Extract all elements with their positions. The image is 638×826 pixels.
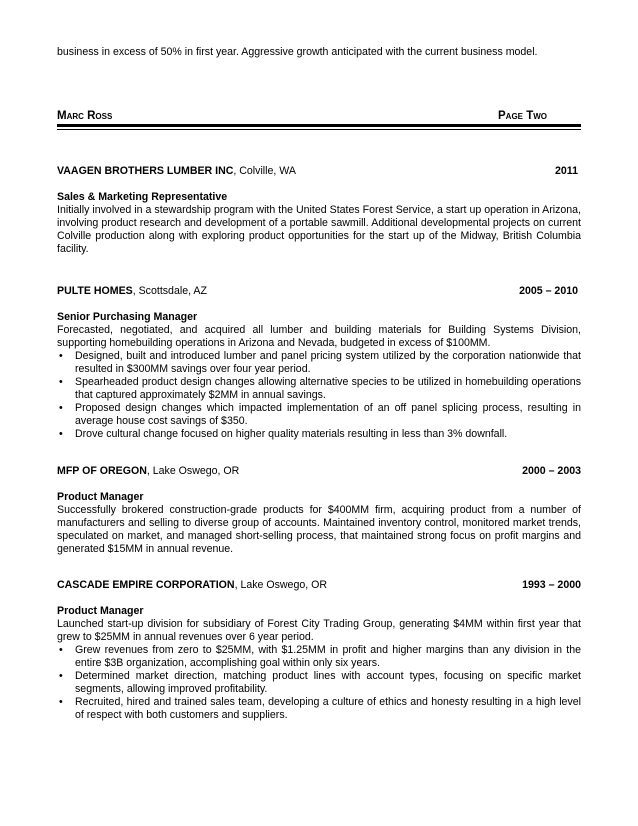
bullet-icon: •: [59, 696, 63, 708]
carryover-text: business in excess of 50% in first year. Aggressive growth anticipated with the current business model.: [57, 46, 538, 58]
list-item: • Spearheaded product design changes allowing alternative species to be utilized in homebuilding operations that captured approximately $2MM in annual savings.: [59, 376, 581, 401]
job-heading: [57, 165, 581, 178]
job-years: 1993 – 2000: [522, 579, 581, 591]
job-heading: [57, 285, 581, 298]
page-header: [57, 110, 581, 123]
bullet-icon: •: [59, 644, 63, 656]
header-name: Marc Ross: [57, 110, 113, 122]
job-company: VAAGEN BROTHERS LUMBER INC: [57, 165, 234, 177]
job-description: Launched start-up division for subsidiary of Forest City Trading Group, generating $4MM within first year that grew to $25MM in annual revenues over 6 year period.: [57, 618, 581, 643]
job-title: Sales & Marketing Representative: [57, 191, 228, 203]
job-company: PULTE HOMES: [57, 285, 133, 297]
list-item: • Determined market direction, matching product lines with account types, focusing on specific market segments, allowing improved profitability.: [59, 670, 581, 695]
job-company: MFP OF OREGON: [57, 465, 147, 477]
header-rule-thick: [57, 124, 581, 127]
job-bullets: [57, 644, 581, 722]
job-company: CASCADE EMPIRE CORPORATION: [57, 579, 235, 591]
job-location: , Lake Oswego, OR: [146, 465, 240, 477]
job-bullets: [57, 350, 581, 441]
job-location: , Lake Oswego, OR: [234, 579, 328, 591]
job-description: Successfully brokered construction-grade products for $400MM firm, acquiring product from a number of manufacturers and selling to diverse group of accounts. Maintained inventory control, monitored market trends, speculated on market, and managed short-selling process, that maintained strong focus on profit margins and generated $15MM in annual revenue.: [57, 504, 581, 555]
job-heading: [57, 465, 581, 478]
job-years: 2011: [555, 165, 578, 177]
job-years: 2005 – 2010: [519, 285, 578, 297]
list-item: • Grew revenues from zero to $25MM, with $1.25MM in profit and higher margins than any division in the entire $3B organization, accomplishing goal within only six years.: [59, 644, 581, 669]
job-description: Initially involved in a stewardship program with the United States Forest Service, a start up operation in Arizona, involving product research and development of a portable sawmill. Additional developmental projects on current Colville production along with exploring product opportunities for the start up of the Midway, British Columbia facility.: [57, 204, 581, 255]
job-location: , Scottsdale, AZ: [132, 285, 207, 297]
job-title: Product Manager: [57, 605, 144, 617]
job-title: Product Manager: [57, 491, 144, 503]
job-location: , Colville, WA: [233, 165, 296, 177]
list-item: • Proposed design changes which impacted implementation of an off panel splicing process, resulting in average house cost savings of $350.: [59, 402, 581, 427]
job-title: Senior Purchasing Manager: [57, 311, 198, 323]
job-entry: [57, 165, 581, 256]
bullet-icon: •: [59, 428, 63, 440]
header-page-number: Page Two: [498, 110, 547, 122]
list-item: • Designed, built and introduced lumber and panel pricing system utilized by the corporation nationwide that resulted in $300MM savings over four year period.: [59, 350, 581, 375]
job-description: Forecasted, negotiated, and acquired all lumber and building materials for Building Systems Division, supporting homebuilding operations in Arizona and Nevada, budgeted in excess of $100MM.: [57, 324, 581, 349]
list-item: • Recruited, hired and trained sales team, developing a culture of ethics and honesty resulting in a high level of respect with both customers and suppliers.: [59, 696, 581, 721]
header-rule-thin: [57, 129, 581, 130]
job-entry: [57, 285, 581, 441]
job-years: 2000 – 2003: [522, 465, 581, 477]
bullet-icon: •: [59, 376, 63, 388]
job-entry: [57, 579, 581, 722]
bullet-icon: •: [59, 402, 63, 414]
list-item: • Drove cultural change focused on higher quality materials resulting in less than 3% downfall.: [59, 428, 508, 440]
job-entry: [57, 465, 581, 556]
job-heading: [57, 579, 581, 592]
bullet-icon: •: [59, 670, 63, 682]
bullet-icon: •: [59, 350, 63, 362]
